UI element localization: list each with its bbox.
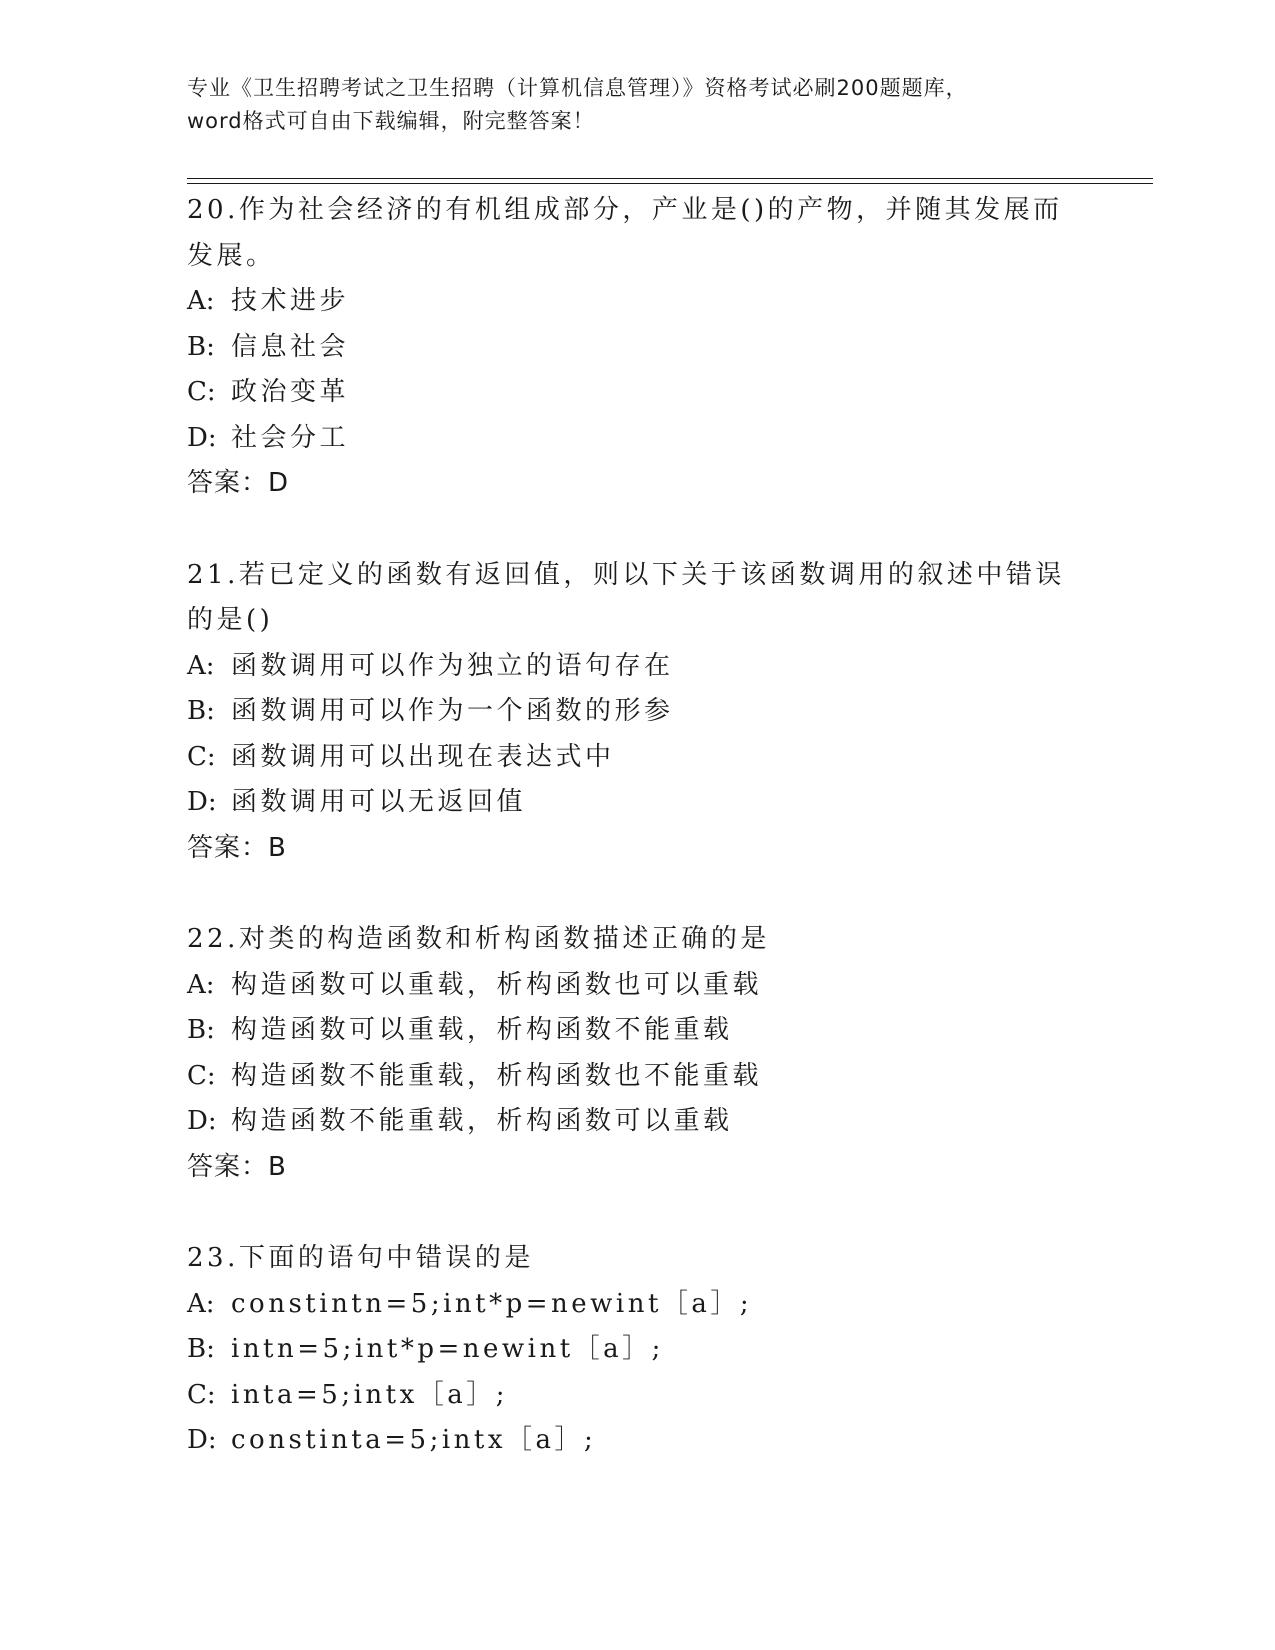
option-text: 技术进步 <box>231 286 350 316</box>
option-text: 函数调用可以作为独立的语句存在 <box>231 650 674 681</box>
header-title-line-2: word格式可自由下载编辑，附完整答案！ <box>187 109 595 133</box>
option-text: inta=5;intx［a］; <box>231 1379 509 1410</box>
option-text: 构造函数不能重载，析构函数也不能重载 <box>231 1060 763 1091</box>
header-divider-bottom <box>187 183 1153 184</box>
question-20 <box>187 188 1087 507</box>
answer-line: 答案：B <box>187 1151 287 1182</box>
option-d <box>187 1099 1087 1145</box>
option-text: 构造函数可以重载，析构函数也可以重载 <box>231 969 763 1000</box>
option-text: 函数调用可以出现在表达式中 <box>231 741 615 772</box>
option-b <box>187 689 1087 735</box>
option-c <box>187 1054 1087 1100</box>
option-c <box>187 735 1087 781</box>
question-23 <box>187 1236 1087 1464</box>
option-text: constintn=5;int*p=newint［a］; <box>231 1288 753 1319</box>
option-c <box>187 370 1087 416</box>
question-stem: 22.对类的构造函数和析构函数描述正确的是 <box>187 924 770 954</box>
option-text: 函数调用可以作为一个函数的形参 <box>231 696 674 726</box>
option-a <box>187 644 1087 690</box>
option-b <box>187 1008 1087 1054</box>
option-text: 政治变革 <box>231 377 350 407</box>
question-list <box>187 188 1087 1464</box>
option-key: A: <box>187 1288 215 1319</box>
option-b <box>187 1327 1087 1373</box>
option-key: B: <box>187 696 215 726</box>
option-c <box>187 1373 1087 1419</box>
option-a <box>187 963 1087 1009</box>
question-stem: 20.作为社会经济的有机组成部分，产业是()的产物，并随其发展而发展。 <box>187 195 1063 271</box>
option-key: C: <box>187 1379 216 1410</box>
option-key: A: <box>187 969 215 1000</box>
option-key: B: <box>187 331 215 362</box>
option-key: C: <box>187 377 216 407</box>
option-key: D: <box>187 1106 217 1136</box>
option-key: C: <box>187 741 216 772</box>
option-d <box>187 416 1087 462</box>
question-spacer <box>187 871 1087 917</box>
question-21 <box>187 553 1087 872</box>
option-b <box>187 325 1087 371</box>
question-spacer <box>187 507 1087 553</box>
document-header <box>187 72 1087 138</box>
option-a <box>187 279 1087 325</box>
option-text: 函数调用可以无返回值 <box>231 787 527 817</box>
question-spacer <box>187 1190 1087 1236</box>
option-text: 信息社会 <box>231 331 350 362</box>
option-text: constinta=5;intx［a］; <box>231 1425 597 1455</box>
question-stem: 21.若已定义的函数有返回值，则以下关于该函数调用的叙述中错误的是() <box>187 559 1065 635</box>
option-text: 构造函数不能重载，析构函数可以重载 <box>231 1106 733 1136</box>
option-d <box>187 780 1087 826</box>
answer-line: 答案：B <box>187 832 287 863</box>
option-key: B: <box>187 1334 215 1364</box>
header-title-line-1: 专业《卫生招聘考试之卫生招聘（计算机信息管理）》资格考试必刷200题题库， <box>187 76 968 100</box>
option-key: B: <box>187 1015 215 1045</box>
option-a <box>187 1282 1087 1328</box>
question-stem: 23.下面的语句中错误的是 <box>187 1243 534 1273</box>
option-key: A: <box>187 286 215 316</box>
header-divider-top <box>187 178 1153 179</box>
option-text: 社会分工 <box>231 422 350 453</box>
option-key: D: <box>187 1425 217 1455</box>
option-key: A: <box>187 650 215 681</box>
option-key: C: <box>187 1060 216 1091</box>
answer-line: 答案：D <box>187 468 290 498</box>
option-text: intn=5;int*p=newint［a］; <box>231 1334 664 1364</box>
option-key: D: <box>187 787 217 817</box>
option-key: D: <box>187 422 217 453</box>
option-d <box>187 1418 1087 1464</box>
question-22 <box>187 917 1087 1190</box>
option-text: 构造函数可以重载，析构函数不能重载 <box>231 1015 733 1045</box>
